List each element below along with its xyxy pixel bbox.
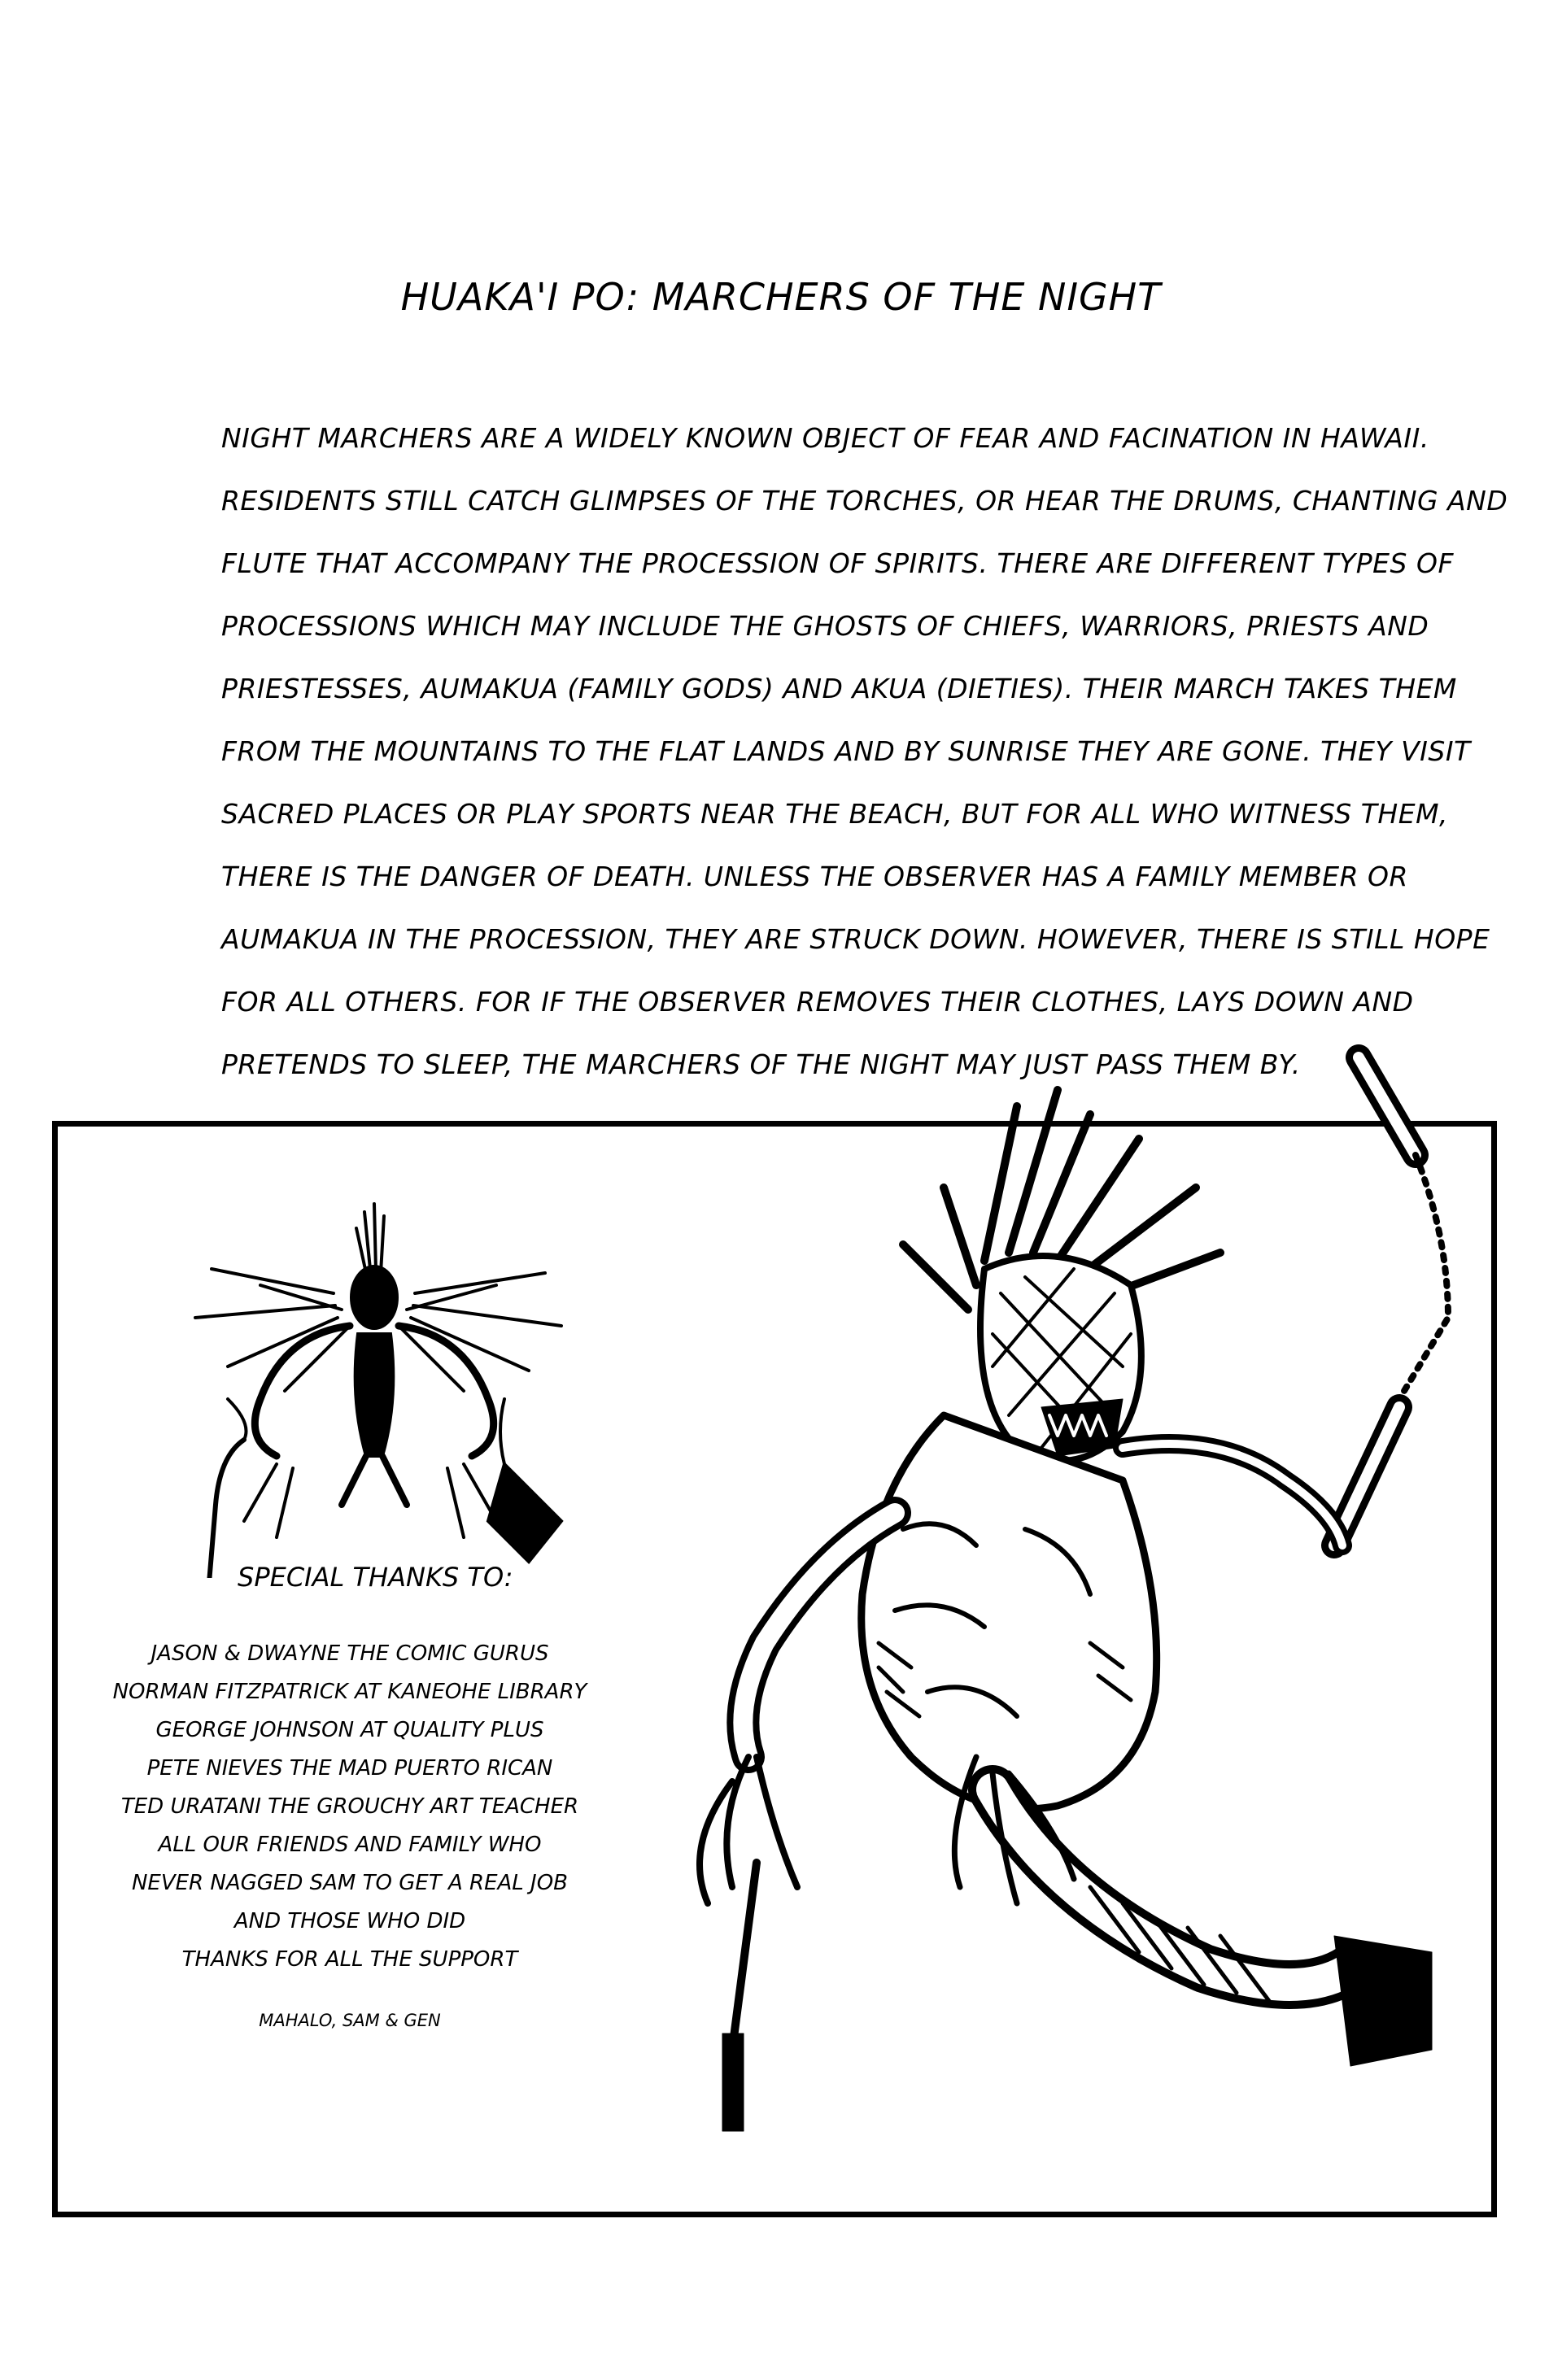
intro-paragraph <box>221 407 1508 1096</box>
thanks-line: TED URATANI THE GROUCHY ART TEACHER <box>120 1794 579 1819</box>
thanks-line: AND THOSE WHO DID <box>233 1909 466 1933</box>
thanks-line: NEVER NAGGED SAM TO GET A REAL JOB <box>131 1871 569 1895</box>
paragraph-line: FROM THE MOUNTAINS TO THE FLAT LANDS AND BY SUNRISE THEY ARE GONE. THEY VISIT <box>221 735 1471 767</box>
paragraph-line: THERE IS THE DANGER OF DEATH. UNLESS THE OBSERVER HAS A FAMILY MEMBER OR <box>221 861 1408 892</box>
thanks-line: ALL OUR FRIENDS AND FAMILY WHO <box>158 1833 542 1857</box>
paragraph-line: PROCESSIONS WHICH MAY INCLUDE THE GHOSTS OF CHIEFS, WARRIORS, PRIESTS AND <box>221 610 1429 642</box>
paragraph-line: NIGHT MARCHERS ARE A WIDELY KNOWN OBJECT OF FEAR AND FACINATION IN HAWAII. <box>221 422 1429 454</box>
special-thanks-list <box>98 1635 602 1979</box>
night-marcher-illustration <box>635 1025 1513 2212</box>
thanks-line: NORMAN FITZPATRICK AT KANEOHE LIBRARY <box>112 1680 587 1704</box>
thanks-line: JASON & DWAYNE THE COMIC GURUS <box>151 1641 549 1666</box>
page-title: HUAKA'I PO: MARCHERS OF THE NIGHT <box>400 275 1162 319</box>
paragraph-line: AUMAKUA IN THE PROCESSION, THEY ARE STRUCK DOWN. HOWEVER, THERE IS STILL HOPE <box>221 923 1490 955</box>
paragraph-line: PRETENDS TO SLEEP, THE MARCHERS OF THE NIGHT MAY JUST PASS THEM BY. <box>221 1048 1301 1080</box>
paragraph-line: SACRED PLACES OR PLAY SPORTS NEAR THE BEACH, BUT FOR ALL WHO WITNESS THEM, <box>221 798 1449 830</box>
small-warrior-illustration <box>122 1196 643 1578</box>
special-thanks-heading: SPECIAL THANKS TO: <box>238 1562 513 1593</box>
thanks-line: THANKS FOR ALL THE SUPPORT <box>181 1947 518 1972</box>
paragraph-line: PRIESTESSES, AUMAKUA (FAMILY GODS) AND AKUA (DIETIES). THEIR MARCH TAKES THEM <box>221 673 1457 704</box>
thanks-line: GEORGE JOHNSON AT QUALITY PLUS <box>155 1718 544 1742</box>
paragraph-line: FLUTE THAT ACCOMPANY THE PROCESSION OF SPIRITS. THERE ARE DIFFERENT TYPES OF <box>221 547 1454 579</box>
signoff: MAHALO, SAM & GEN <box>259 2011 441 2030</box>
paragraph-line: RESIDENTS STILL CATCH GLIMPSES OF THE TORCHES, OR HEAR THE DRUMS, CHANTING AND <box>221 485 1508 517</box>
paragraph-line: FOR ALL OTHERS. FOR IF THE OBSERVER REMOVES THEIR CLOTHES, LAYS DOWN AND <box>221 986 1414 1018</box>
thanks-line: PETE NIEVES THE MAD PUERTO RICAN <box>146 1756 553 1781</box>
